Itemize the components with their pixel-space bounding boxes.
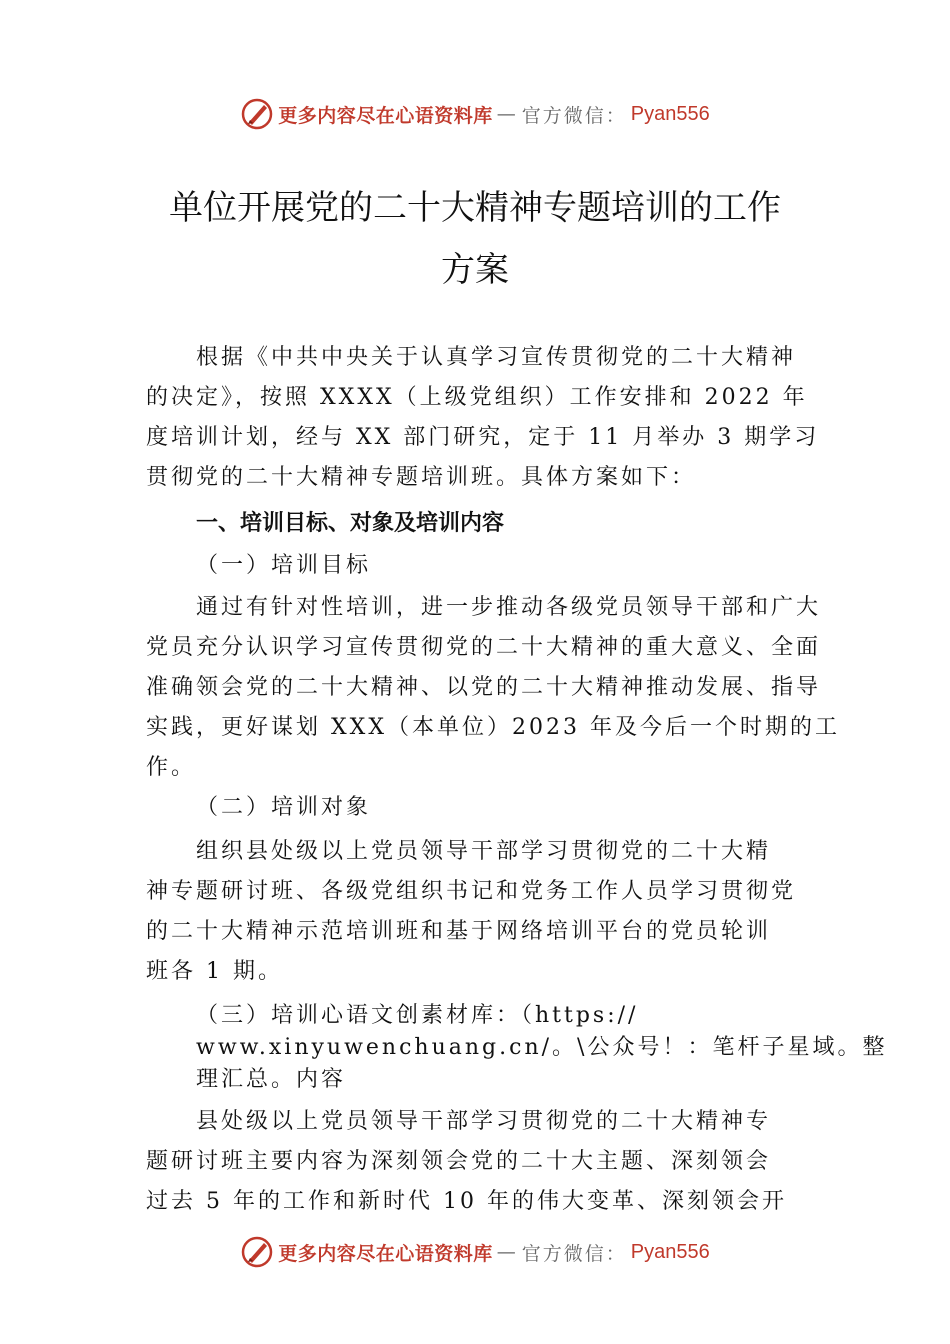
banner-wechat-label: 官方微信： [521, 1242, 627, 1265]
intro-line: 的决定》，按照 XXXX（上级党组织）工作安排和 2022 年 [146, 385, 808, 410]
banner-wechat-label: 官方微信： [521, 104, 627, 127]
sub1-line: 党员充分认识学习宣传贯彻党的二十大精神的重大意义、全面 [146, 635, 822, 660]
section1-heading: 一、培训目标、对象及培训内容 [196, 511, 505, 536]
sub2-line: 的二十大精神示范培训班和基于网络培训平台的党员轮训 [146, 919, 772, 944]
document-title-line1: 单位开展党的二十大精神专题培训的工作 [169, 188, 781, 228]
sub3-heading-line: 理汇总。内容 [196, 1067, 347, 1092]
banner-wechat-id: Pyan556 [630, 102, 710, 125]
sub1-line: 实践，更好谋划 XXX（本单位）2023 年及今后一个时期的工 [146, 715, 840, 740]
sub2-paragraph [146, 832, 836, 992]
sub2-line: 班各 1 期。 [146, 959, 283, 984]
sub1-heading: （一）培训目标 [196, 553, 372, 578]
banner-dash: — [496, 1241, 518, 1263]
sub3-heading-line: www.xinyuwenchuang.cn/。\公众号！：笔杆子星域。整 [196, 1035, 888, 1060]
sub3-heading [196, 1000, 888, 1096]
sub1-line: 作。 [146, 755, 197, 780]
document-title-line2: 方案 [441, 250, 509, 290]
intro-line: 根据《中共中央关于认真学习宣传贯彻党的二十大精神 [196, 345, 797, 370]
sub3-line: 过去 5 年的工作和新时代 10 年的伟大变革、深刻领会开 [146, 1189, 787, 1214]
sub1-line: 通过有针对性培训，进一步推动各级党员领导干部和广大 [196, 595, 822, 620]
sub2-line: 神专题研讨班、各级党组织书记和党务工作人员学习贯彻党 [146, 879, 797, 904]
intro-line: 贯彻党的二十大精神专题培训班。具体方案如下： [146, 465, 697, 490]
sub2-heading: （二）培训对象 [196, 795, 372, 820]
intro-line: 度培训计划，经与 XX 部门研究，定于 11 月举办 3 期学习 [146, 425, 820, 450]
sub3-line: 县处级以上党员领导干部学习贯彻党的二十大精神专 [196, 1109, 772, 1134]
banner-brand-text: 更多内容尽在心语资料库 [278, 104, 493, 127]
footer-watermark-banner [0, 1232, 950, 1272]
sub1-paragraph [146, 588, 840, 788]
sub3-paragraph [146, 1102, 836, 1222]
sub3-line: 题研讨班主要内容为深刻领会党的二十大主题、深刻领会 [146, 1149, 772, 1174]
sub1-line: 准确领会党的二十大精神、以党的二十大精神推动发展、指导 [146, 675, 822, 700]
banner-brand-text: 更多内容尽在心语资料库 [278, 1242, 493, 1265]
header-watermark-banner [0, 94, 950, 134]
pen-logo-icon [240, 1235, 274, 1269]
intro-paragraph [146, 338, 836, 498]
sub3-heading-line: （三）培训心语文创素材库：（https:// [196, 1003, 639, 1028]
banner-dash: — [496, 103, 518, 125]
banner-wechat-id: Pyan556 [630, 1240, 710, 1263]
pen-logo-icon [240, 97, 274, 131]
sub2-line: 组织县处级以上党员领导干部学习贯彻党的二十大精 [196, 839, 772, 864]
